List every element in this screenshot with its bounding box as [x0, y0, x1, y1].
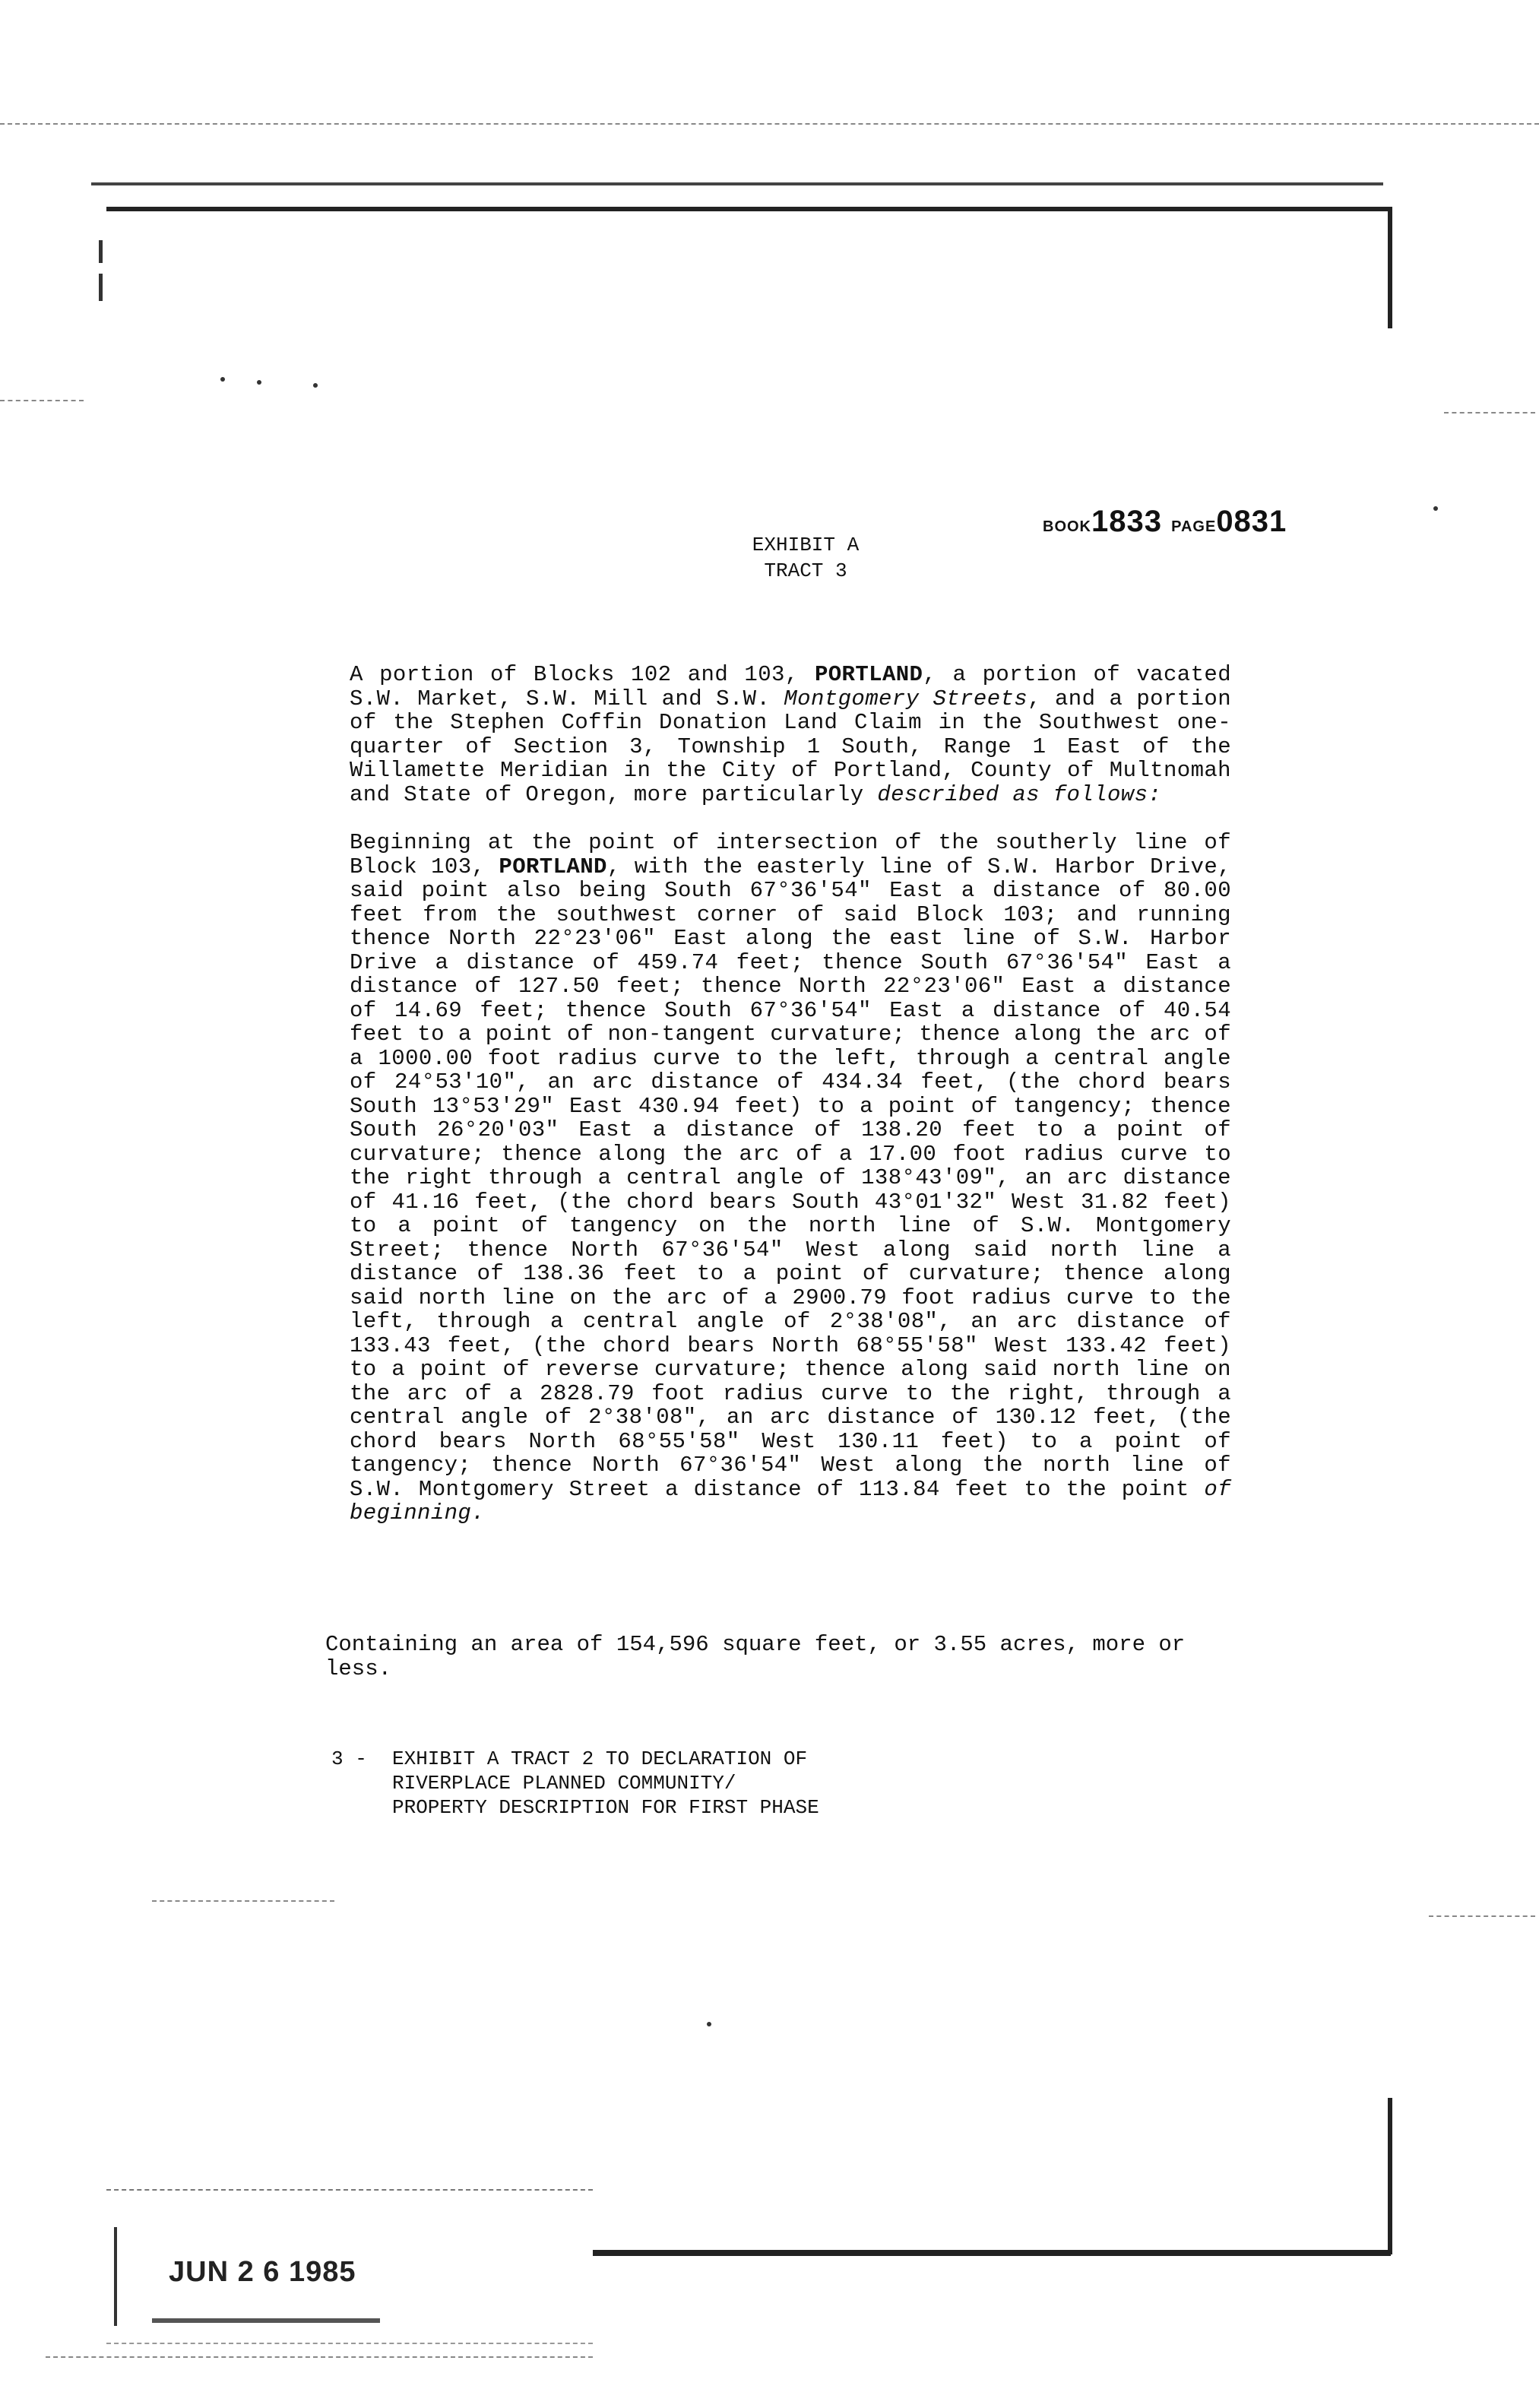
page-number: 0831 [1216, 505, 1287, 538]
text-run: A portion of Blocks 102 and 103, [350, 662, 815, 687]
text-run-italic: described as follows: [877, 781, 1162, 807]
text-run-italic: Montgomery Streets [784, 686, 1028, 711]
paragraph-metes-and-bounds [350, 831, 1231, 1526]
scan-artifact-dot [707, 2022, 711, 2026]
scan-artifact-line [152, 1900, 334, 1902]
scan-artifact-line [0, 400, 84, 401]
text-run: Beginning at the point of intersection of the southerly line of Block 103, [350, 830, 1231, 879]
frame-top-border [106, 207, 1391, 211]
text-run-bold: PORTLAND [814, 662, 923, 687]
text-run: , with the easterly line of S.W. Harbor Drive, said point also being South 67°36'54" East a distance of 80.00 feet from the southwest corner of said Block 103; and running thence North 22°23'06" East along the east line of S.W. Harbor Drive a distance of 459.74 feet; thence South 67°36'54" East a distance of 127.50 feet; thence North 22°23'06" East a distance of 14.69 feet; thence South 67°36'54" East a distance of 40.54 feet to a point of non-tangent curvature; thence along the arc of a 1000.00 foot radius curve to the left, through a central angle of 24°53'10", an arc distance of 434.34 feet, (the chord bears South 13°53'29" East 430.94 feet) to a point of tangency; thence South 26°20'03" East a distance of 138.20 feet to a point of curvature; thence along the arc of a 17.00 foot radius curve to the right through a central angle of 138°43'09", an arc distance of 41.16 feet, (the chord bears South 43°01'32" West 31.82 feet) to a point of tangency on the north line of S.W. Montgomery Street; thence North 67°36'54" West along said north line a distance of 138.36 feet to a point of curvature; thence along said north line on the arc of a 2900.79 foot radius curve to the left, through a central angle of 2°38'08", an arc distance of 133.43 feet, (the chord bears North 68°55'58" West 133.42 feet) to a point of reverse curvature; thence along said north line on the arc of a 2828.79 foot radius curve to the right, through a central angle of 2°38'08", an arc distance of 130.12 feet, (the chord bears North 68°55'58" West 130.11 feet) to a point of tangency; thence North 67°36'54" West along the north line of S.W. Montgomery Street a distance of 113.84 feet to the point [350, 854, 1231, 1502]
text-run: , and a portion of the Stephen Coffin Donation Land Claim in the Southwest one-quarter of Section 3, Township 1 South, Range 1 East of the Willamette Meridian in the City of Portland, County of Multnomah and State of Oregon, more particularly [350, 686, 1231, 807]
book-page-reference [1043, 505, 1287, 539]
scan-artifact-line [1429, 1915, 1535, 1917]
scan-artifact-line [152, 2318, 380, 2323]
scan-artifact-dot [1433, 506, 1438, 511]
recording-date-stamp: JUN 2 6 1985 [169, 2256, 356, 2288]
area-statement: Containing an area of 154,596 square feet, or 3.55 acres, more or less. [325, 1632, 1186, 1681]
book-number: 1833 [1091, 505, 1162, 538]
text-run-italic: of beginning. [350, 1476, 1231, 1526]
legal-description [350, 663, 1231, 1550]
paragraph-portion [350, 663, 1231, 806]
scan-artifact-line [1444, 412, 1535, 413]
caption-line: PROPERTY DESCRIPTION FOR FIRST PHASE [392, 1796, 819, 1819]
scan-artifact-mark [99, 274, 103, 301]
caption-line: RIVERPLACE PLANNED COMMUNITY/ [392, 1772, 736, 1795]
text-run: , a portion of vacated S.W. Market, S.W. Mill and S.W. [350, 662, 1231, 711]
scan-artifact-dot [257, 380, 261, 385]
frame-bottom-border [593, 2250, 1391, 2256]
frame-right-border [1388, 207, 1392, 328]
text-run-bold: PORTLAND [499, 854, 607, 879]
document-caption [331, 1747, 1015, 1820]
exhibit-subtitle: TRACT 3 [764, 559, 847, 582]
scan-artifact-line [46, 2356, 593, 2358]
exhibit-heading [707, 532, 904, 584]
caption-line: EXHIBIT A TRACT 2 TO DECLARATION OF [392, 1747, 808, 1770]
scan-artifact-line [91, 182, 1383, 185]
caption-number: 3 - [331, 1747, 367, 1770]
scan-artifact-line [0, 123, 1539, 125]
scan-artifact-mark [114, 2227, 117, 2326]
page-prefix: PAGE [1171, 518, 1217, 535]
frame-right-border-lower [1388, 2098, 1392, 2254]
exhibit-title: EXHIBIT A [752, 534, 860, 556]
scan-artifact-dot [313, 383, 318, 388]
book-prefix: BOOK [1043, 518, 1091, 535]
scan-artifact-mark [99, 240, 103, 263]
scan-artifact-dot [220, 377, 225, 382]
